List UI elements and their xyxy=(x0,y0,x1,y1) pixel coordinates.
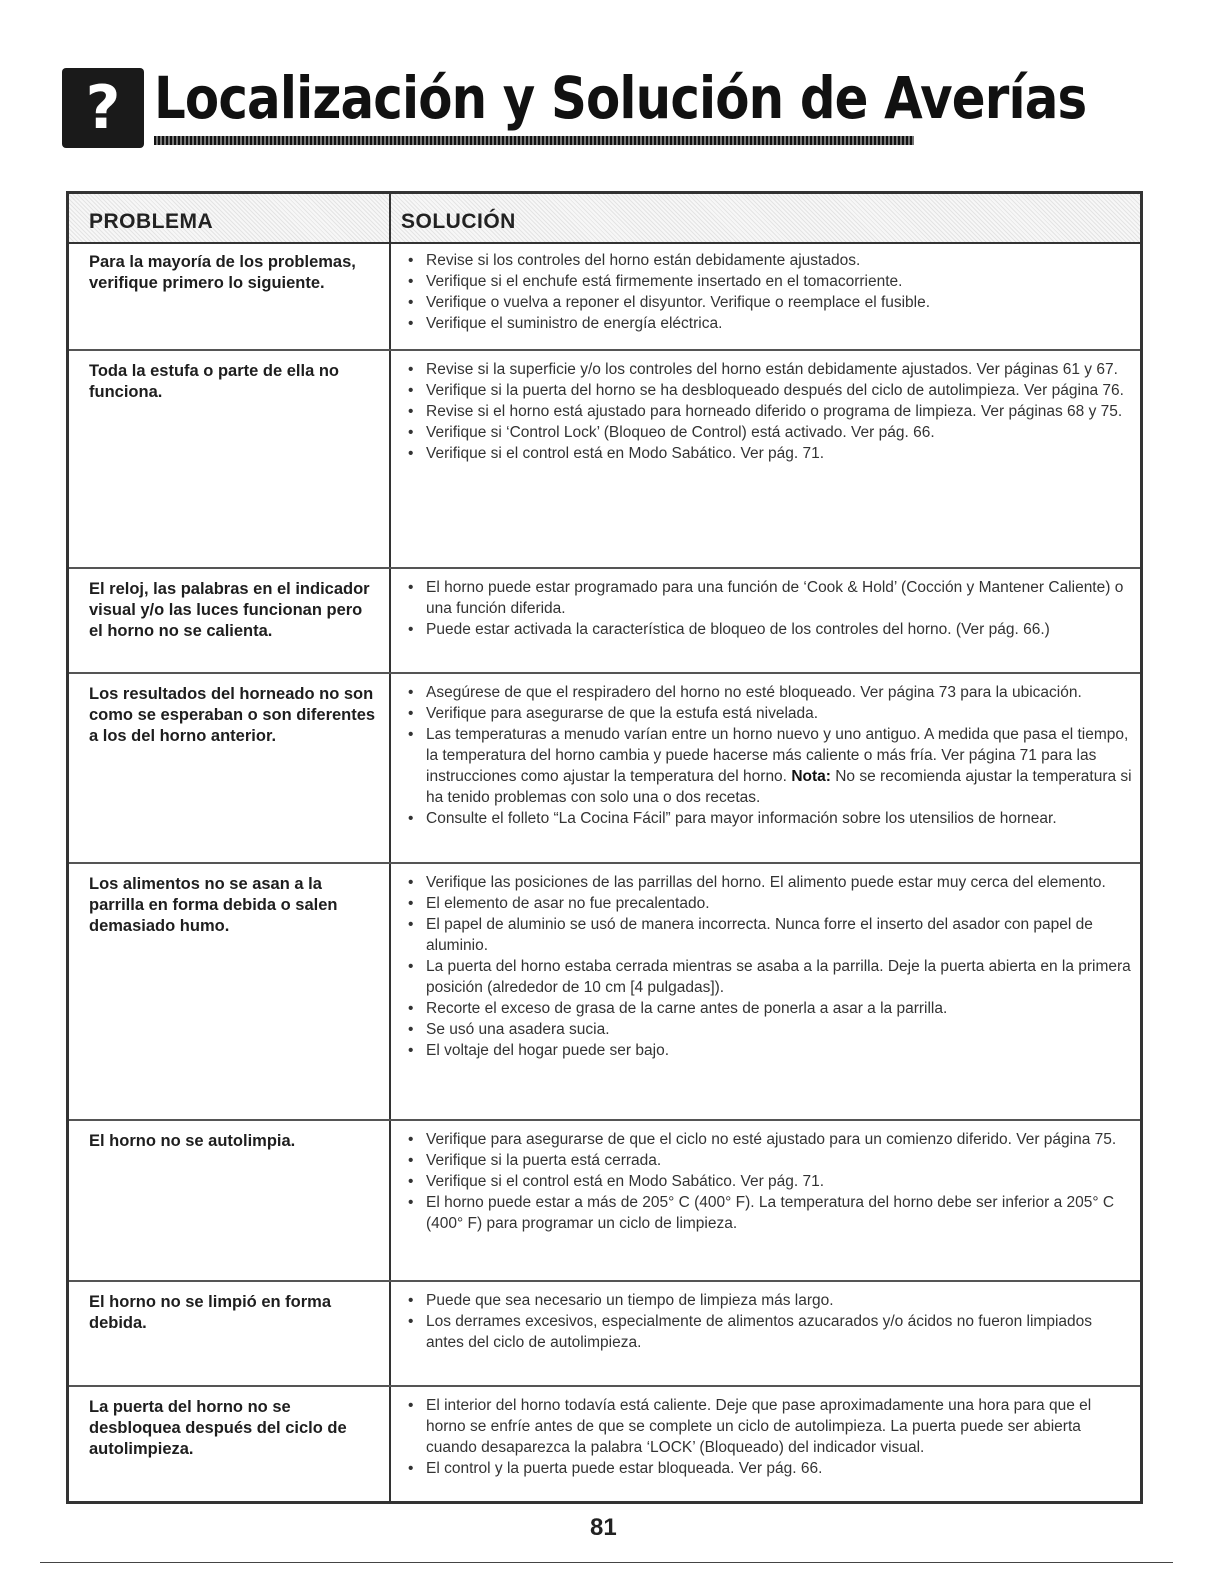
solution-item: • Verifique para asegurarse de que el ciclo no esté ajustado para un comienzo diferido. Ver página 75. xyxy=(404,1129,1134,1150)
solution-list xyxy=(404,359,1134,464)
solution-item: • El control y la puerta puede estar bloqueada. Ver pág. 66. xyxy=(404,1458,1134,1479)
solution-item: • El interior del horno todavía está caliente. Deje que pase aproximadamente una hora para que el horno se enfríe antes de que se complete un ciclo de autolimpieza. La puerta puede ser abierta cuando desaparezca la palabra ‘LOCK’ (Bloqueado) del indicador visual. xyxy=(404,1395,1134,1458)
table-row xyxy=(69,351,1140,569)
solution-list xyxy=(404,872,1134,1061)
solution-item: • Verifique o vuelva a reponer el disyuntor. Verifique o reemplace el fusible. xyxy=(404,292,1134,313)
table-row xyxy=(69,1282,1140,1387)
solution-item: • Puede que sea necesario un tiempo de limpieza más largo. xyxy=(404,1290,1134,1311)
solution-item: • El papel de aluminio se usó de manera incorrecta. Nunca forre el inserto del asador con papel de aluminio. xyxy=(404,914,1134,956)
page-header xyxy=(62,58,1087,148)
problem-text: Los alimentos no se asan a la parrilla en forma debida o salen demasiado humo. xyxy=(89,875,338,935)
table-row xyxy=(69,242,1140,351)
question-mark-icon: ? xyxy=(62,68,144,148)
solution-list xyxy=(404,250,1134,334)
table-row xyxy=(69,864,1140,1121)
solution-item: • Verifique si la puerta del horno se ha desbloqueado después del ciclo de autolimpieza. Ver página 76. xyxy=(404,380,1134,401)
solution-item xyxy=(404,724,1134,808)
problem-text: Toda la estufa o parte de ella no funciona. xyxy=(89,362,339,401)
problem-text: El horno no se autolimpia. xyxy=(89,1132,296,1150)
solution-item: • Verifique el suministro de energía eléctrica. xyxy=(404,313,1134,334)
table-row xyxy=(69,674,1140,864)
bottom-rule xyxy=(40,1562,1173,1563)
solution-item: • Verifique si la puerta está cerrada. xyxy=(404,1150,1134,1171)
solution-item: • Puede estar activada la característica de bloqueo de los controles del horno. (Ver pág. 66.) xyxy=(404,619,1134,640)
page-number: 81 xyxy=(590,1514,617,1541)
problem-text: El horno no se limpió en forma debida. xyxy=(89,1293,332,1332)
solution-list xyxy=(404,577,1134,640)
solution-list xyxy=(404,1129,1134,1234)
solution-item: • Verifique si el enchufe está firmemente insertado en el tomacorriente. xyxy=(404,271,1134,292)
solution-item: • Verifique las posiciones de las parrillas del horno. El alimento puede estar muy cerca del elemento. xyxy=(404,872,1134,893)
solution-item: • Los derrames excesivos, especialmente de alimentos azucarados y/o ácidos no fueron limpiados antes del ciclo de autolimpieza. xyxy=(404,1311,1134,1353)
solution-item: • El elemento de asar no fue precalentado. xyxy=(404,893,1134,914)
problem-text: El reloj, las palabras en el indicador visual y/o las luces funcionan pero el horno no se calienta. xyxy=(89,580,370,640)
solution-list xyxy=(404,1290,1134,1353)
solution-item: • Revise si el horno está ajustado para horneado diferido o programa de limpieza. Ver páginas 68 y 75. xyxy=(404,401,1134,422)
solution-item: • El horno puede estar a más de 205° C (400° F). La temperatura del horno debe ser inferior a 205° C (400° F) para programar un ciclo de limpieza. xyxy=(404,1192,1134,1234)
solution-item: • El voltaje del hogar puede ser bajo. xyxy=(404,1040,1134,1061)
column-header-problem: PROBLEMA xyxy=(89,210,214,233)
solution-item: • El horno puede estar programado para una función de ‘Cook & Hold’ (Cocción y Mantener Caliente) o una función diferida. xyxy=(404,577,1134,619)
problem-text: La puerta del horno no se desbloquea después del ciclo de autolimpieza. xyxy=(89,1398,347,1458)
table-row xyxy=(69,1387,1140,1501)
solution-item: • Consulte el folleto “La Cocina Fácil” para mayor información sobre los utensilios de hornear. xyxy=(404,808,1134,829)
note-label: Nota: xyxy=(791,768,831,785)
page-title: Localización y Solución de Averías xyxy=(154,64,1087,132)
solution-item: • Revise si la superficie y/o los controles del horno están debidamente ajustados. Ver páginas 61 y 67. xyxy=(404,359,1134,380)
table-row xyxy=(69,1121,1140,1282)
column-header-solution: SOLUCIÓN xyxy=(401,210,516,233)
table-header xyxy=(69,194,1140,244)
solution-item: • Verifique para asegurarse de que la estufa está nivelada. xyxy=(404,703,1134,724)
problem-text: Los resultados del horneado no son como se esperaban o son diferentes a los del horno anterior. xyxy=(89,685,376,745)
table-row xyxy=(69,569,1140,674)
solution-text: Las temperaturas a menudo varían entre un horno nuevo y uno antiguo. A medida que pasa el tiempo, la temperatura del horno cambia y puede hacerse más caliente o más fría. Ver página 71 para las instrucciones como ajustar la temperatura del horno. xyxy=(426,726,1129,785)
solution-item: • Asegúrese de que el respiradero del horno no esté bloqueado. Ver página 73 para la ubicación. xyxy=(404,682,1134,703)
solution-list xyxy=(404,1395,1134,1479)
solution-item: • Recorte el exceso de grasa de la carne antes de ponerla a asar a la parrilla. xyxy=(404,998,1134,1019)
solution-list xyxy=(404,682,1134,829)
solution-item: • Verifique si ‘Control Lock’ (Bloqueo de Control) está activado. Ver pág. 66. xyxy=(404,422,1134,443)
solution-item: • Revise si los controles del horno están debidamente ajustados. xyxy=(404,250,1134,271)
note-text: No se recomienda ajustar la temperatura si ha tenido problemas con solo una o dos recetas. xyxy=(426,768,1132,806)
problem-text: Para la mayoría de los problemas, verifique primero lo siguiente. xyxy=(89,253,356,292)
solution-item: • La puerta del horno estaba cerrada mientras se asaba a la parrilla. Deje la puerta abierta en la primera posición (alrededor de 10 cm [4 pulgadas]). xyxy=(404,956,1134,998)
troubleshooting-table xyxy=(66,191,1143,1504)
solution-item: • Se usó una asadera sucia. xyxy=(404,1019,1134,1040)
solution-item: • Verifique si el control está en Modo Sabático. Ver pág. 71. xyxy=(404,443,1134,464)
solution-item: • Verifique si el control está en Modo Sabático. Ver pág. 71. xyxy=(404,1171,1134,1192)
title-underline xyxy=(154,136,914,145)
